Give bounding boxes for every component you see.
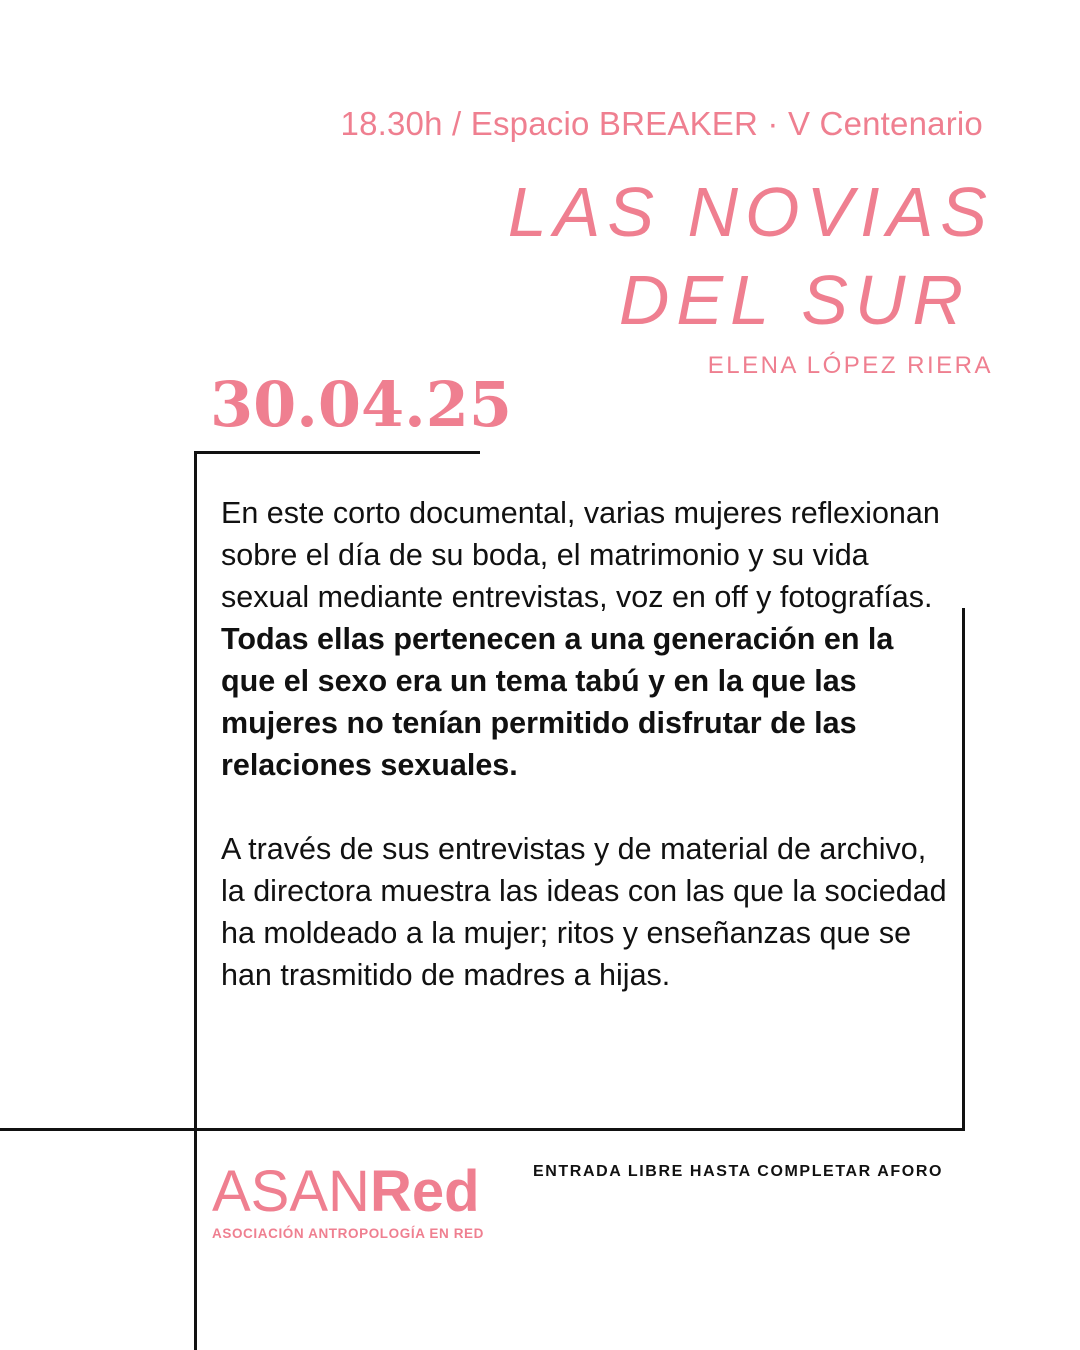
entry-note: ENTRADA LIBRE HASTA COMPLETAR AFORO <box>533 1163 944 1180</box>
event-date: 30.04.25 <box>210 368 513 441</box>
asanred-logo <box>212 1160 484 1241</box>
frame-top-line <box>194 451 480 454</box>
frame-right-line <box>962 608 965 1130</box>
synopsis-paragraph-1-bold: Todas ellas pertenecen a una generación en la que el sexo era un tema tabú y en la que las mujeres no tenían permitido disfrutar de las relaciones sexuales. <box>221 622 894 782</box>
frame-left-line <box>194 451 197 1350</box>
logo-wordmark-part-2: Red <box>369 1159 480 1224</box>
synopsis-paragraph-1 <box>221 492 951 786</box>
logo-wordmark <box>212 1160 484 1224</box>
film-title-line-1: LAS NOVIAS <box>507 173 994 251</box>
synopsis-paragraph-1-regular: En este corto documental, varias mujeres reflexionan sobre el día de su boda, el matrimonio y su vida sexual mediante entrevistas, voz en off y fotografías. <box>221 496 940 614</box>
synopsis-paragraph-2: A través de sus entrevistas y de material de archivo, la directora muestra las ideas con las que la sociedad ha moldeado a la mujer; ritos y enseñanzas que se han trasmitido de madres a hijas. <box>221 832 947 992</box>
film-title-line-2: DEL SUR <box>618 261 970 339</box>
logo-subtitle: ASOCIACIÓN ANTROPOLOGÍA EN RED <box>212 1226 485 1241</box>
synopsis <box>221 492 951 996</box>
film-title <box>508 168 994 344</box>
frame-bottom-line <box>0 1128 965 1131</box>
event-time-venue: 18.30h / Espacio BREAKER · V Centenario <box>340 105 983 142</box>
logo-wordmark-part-1: ASAN <box>212 1159 370 1224</box>
director-name: ELENA LÓPEZ RIERA <box>707 352 993 379</box>
